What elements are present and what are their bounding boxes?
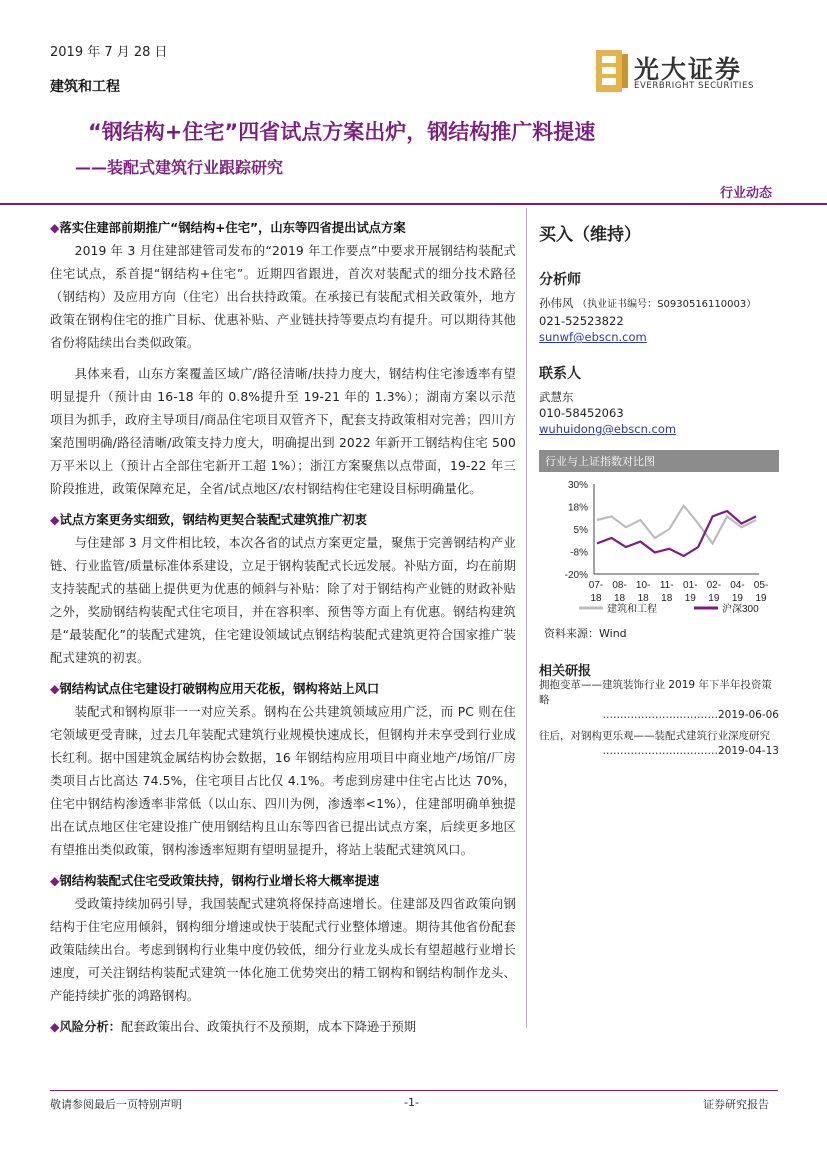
paragraph: 具体来看，山东方案覆盖区域广/路径清晰/扶持力度大，钢结构住宅渗透率有望明显提升（预计由 16-18 年的 0.8%提升至 19-21 年的 1.3%）；湖南方案以示范项目为抓手，政府主导项目/商品住宅项目双管齐下，配套支持政策相对完善；四川方案范围明确/路径清晰/政策支持力度大，明确提出到 2022 年新开工钢结构住宅 500 万平米以上（预计占全部住宅新开工超 1%）；浙江方案聚焦以点带面，19-22 年三阶段推进，政策保障充足，全省/试点地区/农村钢结构住宅建设目标明确量化。 [50,367,516,496]
header-divider [0,203,827,205]
report-type-tag: 行业动态 [720,186,773,201]
y-tick-label: -20% [564,570,588,581]
series-line [597,506,756,544]
diamond-bullet-icon: ◆ [50,682,60,696]
related-item-date: ……………………………2019-04-13 [602,745,779,757]
x-tick-label: 18 [590,593,602,604]
x-tick-label: 19 [708,593,720,604]
footer-disclaimer: 敬请参阅最后一页特别声明 [50,1098,182,1111]
risk-analysis: ◆风险分析：配套政策出台、政策执行不及预期，成本下降逊于预期 [50,1020,417,1034]
company-logo [594,48,784,96]
analyst-info: 孙伟风 （执业证书编号：S0930516110003） [539,296,757,310]
report-date: 2019 年 7 月 28 日 [50,45,168,60]
footer-divider [50,1090,778,1091]
section-heading: ◆试点方案更务实细致，钢结构更契合装配式建筑推广初衷 [50,513,367,527]
legend-label: 沪深300 [722,604,759,615]
related-item-title[interactable]: 往后，对钢构更乐观——装配式建筑行业深度研究 [539,730,770,742]
rating: 买入（维持） [539,225,641,245]
analyst-heading: 分析师 [539,272,581,288]
legend-label: 建筑和工程 [607,604,657,615]
main-content [50,217,516,1039]
chart-title: 行业与上证指数对比图 [539,450,779,472]
chart-source: 资料来源：Wind [544,627,627,640]
footer-report-type: 证券研究报告 [703,1098,769,1111]
logo-en-text: EVERBRIGHT SECURITIES [634,81,754,91]
logo-cn-text: 光大证券 [634,55,743,84]
y-tick-label: 30% [567,480,588,491]
y-tick-label: -8% [570,547,588,559]
x-tick-label: 10- [635,580,651,591]
diamond-bullet-icon: ◆ [50,874,60,888]
report-subtitle: ——装配式建筑行业跟踪研究 [75,158,284,177]
page-number: -1- [404,1096,419,1109]
x-tick-label: 18 [614,593,626,604]
x-tick-label: 19 [731,593,743,604]
paragraph: 与住建部 3 月文件相比较，本次各省的试点方案更定量，聚焦于完善钢结构产业链、行业监管/质量标准体系建设，立足于钢构装配式长远发展。补贴方面，均在前期支持装配式的基础上提供更为优惠的倾斜与补贴：除了对于钢结构产业链的财政补贴之外，奖励钢结构装配式住宅项目，并在容积率、预售等方面上有优惠。钢结构建筑是“最装配化”的装配式建筑，住宅建设领域试点钢结构装配式建筑更符合国家推广装配式建筑的初衷。 [50,536,516,665]
x-tick-label: 02- [706,580,722,591]
x-tick-label: 19 [755,593,767,604]
related-heading: 相关研报 [539,664,592,679]
sidebar [539,220,779,437]
related-item-date: ……………………………2019-06-06 [602,709,779,721]
section-heading: ◆钢结构试点住宅建设打破钢构应用天花板，钢构将站上风口 [50,682,380,696]
column-divider [526,208,527,1028]
logo-mark-icon [594,48,630,94]
contact-phone: 010-58452063 [539,406,624,420]
paragraph: 装配式和钢构原非一一对应关系。钢构在公共建筑领域应用广泛，而 PC 则在住宅领域更受青睐，过去几年装配式建筑行业规模快速成长，但钢构并未享受到行业成长红利。据中国建筑金属结构协会数据，16 年钢结构应用项目中商业地产/场馆/厂房类项目占比高达 74.5%，住宅项目占比仅 4.1%。考虑到房建中住宅占比达 70%，住宅中钢结构渗透率非常低（以山东、四川为例，渗透率<1%），住建部明确单独提出在试点地区住宅建设推广使用钢结构且山东等四省已提出试点方案，后续更多地区有望推出类似政策，钢构渗透率短期有望明显提升，将站上装配式建筑风口。 [50,705,516,857]
sector-label: 建筑和工程 [50,79,120,95]
x-tick-label: 04- [730,580,745,591]
x-tick-label: 19 [684,593,696,604]
related-item-title[interactable]: 拥抱变革——建筑装饰行业 2019 年下半年投资策略 [539,679,772,706]
diamond-bullet-icon: ◆ [50,221,60,235]
analyst-email-link[interactable]: sunwf@ebscn.com [539,330,647,344]
paragraph: 受政策持续加码引导，我国装配式建筑将保持高速增长。住建部及四省政策向钢结构于住宅应用倾斜，钢构细分增速或快于装配式行业整体增速。期待其他省份配套政策陆续出台。考虑到钢构行业集中度仍较低，细分行业龙头成长有望超越行业增长速度，可关注钢结构装配式建筑一体化施工优势突出的精工钢构和钢结构制作龙头、产能持续扩张的鸿路钢构。 [50,897,516,1003]
section-heading: ◆落实住建部前期推广“钢结构+住宅”，山东等四省提出试点方案 [50,221,406,235]
x-tick-label: 01- [683,580,698,591]
report-title: “钢结构+住宅”四省试点方案出炉，钢结构推广料提速 [88,120,596,144]
related-list [539,678,779,765]
analyst-phone: 021-52523822 [539,314,624,328]
paragraph: 2019 年 3 月住建部建管司发布的“2019 年工作要点”中要求开展钢结构装配式住宅试点，系首提“钢结构+住宅”。近期四省跟进，首次对装配式的细分技术路径（钢结构）及应用方向（住宅）出台扶持政策。在承接已有装配式相关政策外，地方政策在钢构住宅的推广目标、优惠补贴、产业链扶持等要点均有提升。可以期待其他省份将陆续出台类似政策。 [50,244,516,350]
chart-plot [539,472,779,622]
y-tick-label: 5% [573,525,588,536]
y-tick-label: 18% [567,502,588,514]
x-tick-label: 11- [659,580,674,591]
contact-name: 武慧东 [539,390,574,404]
x-tick-label: 07- [588,580,604,591]
section-heading: ◆钢结构装配式住宅受政策扶持，钢构行业增长将大概率提速 [50,874,380,888]
x-tick-label: 08- [612,580,627,591]
comparison-chart [539,450,779,650]
x-tick-label: 18 [661,593,673,604]
contact-email-link[interactable]: wuhuidong@ebscn.com [539,422,677,436]
diamond-bullet-icon: ◆ [50,1020,60,1034]
x-tick-label: 18 [637,593,649,604]
diamond-bullet-icon: ◆ [50,513,60,527]
x-tick-label: 05- [753,580,769,591]
contact-heading: 联系人 [539,366,581,382]
